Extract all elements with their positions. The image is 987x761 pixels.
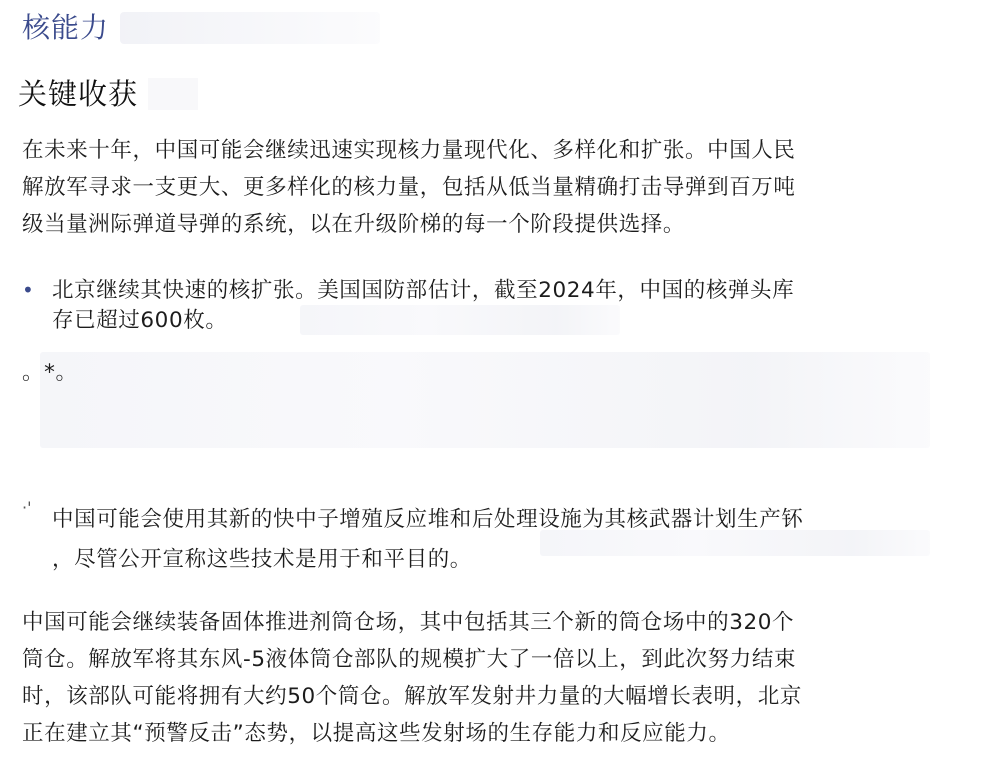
list-item-text: 北京继续其快速的核扩张。美国国防部估计，截至2024年，中国的核弹头库 存已超过600枚。	[52, 278, 795, 333]
blurred-region	[40, 352, 930, 448]
section-title: 核能力	[22, 11, 110, 44]
blurred-region	[300, 305, 620, 335]
redaction-smudge	[148, 78, 198, 110]
paragraph: 中国可能会继续装备固体推进剂筒仓场，其中包括其三个新的筒仓场中的320个 筒仓。解放军将其东风-5液体筒仓部队的规模扩大了一倍以上，到此次努力结束 时，该部队可能将拥有大约50个筒仓。解放军发射井力量的大幅增长表明，北京 正在建立其“预警反击”态势，以提高这些发射场的生存能力和反应能力。	[22, 610, 802, 746]
bullet-icon: •	[22, 278, 34, 302]
list-item-text: 。*。	[22, 360, 78, 385]
heading-key-takeaways: 关键收获	[18, 77, 139, 111]
bullet-icon: ·'	[22, 498, 32, 517]
redaction-smudge	[120, 12, 380, 44]
paragraph: 在未来十年，中国可能会继续迅速实现核力量现代化、多样化和扩张。中国人民 解放军寻求一支更大、更多样化的核力量，包括从低当量精确打击导弹到百万吨 级当量洲际弹道导弹的系统，以在升级阶梯的每一个阶段提供选择。	[22, 138, 796, 237]
list-item-text: 中国可能会使用其新的快中子增殖反应堆和后处理设施为其核武器计划生产钚 ，尽管公开宣称这些技术是用于和平目的。	[52, 507, 804, 572]
